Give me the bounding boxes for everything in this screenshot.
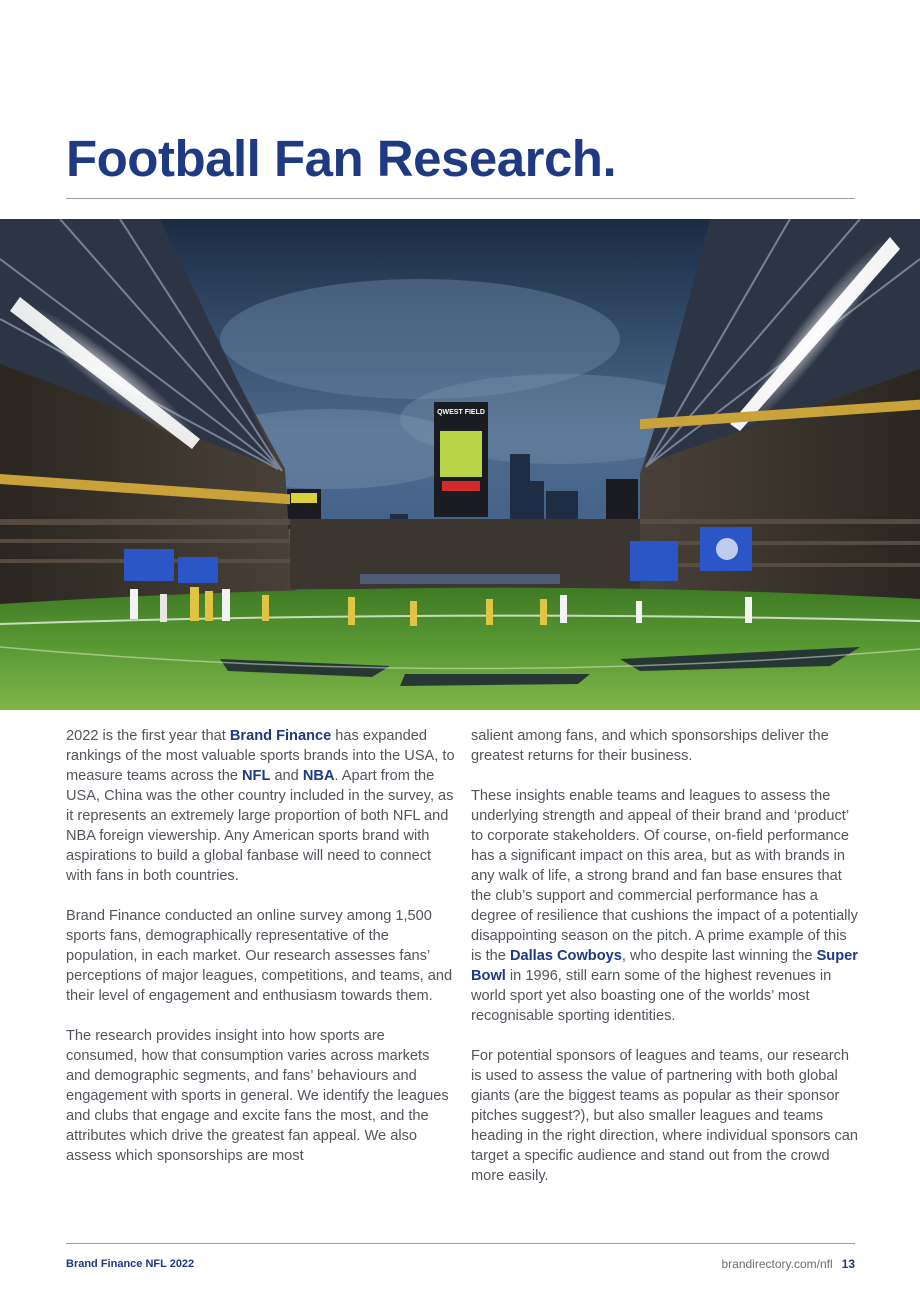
paragraph-insights: These insights enable teams and leagues to assess the underlying strength and appeal of their brand and ‘product’ to corporate stakeholders. Of course, on-field performance has a significant impact on this area, but as with brands in any walk of life, a strong brand and fan base ensures that the club’s support and commercial performance has a degree of resilience that cushions the impact of a potentially disappointing season on the pitch. A prime example of this is the Dallas Cowboys, who despite last winning the Super Bowl in 1996, still earn some of the highest revenues in world sport yet also boasting one of the worlds’ most recognisable sporting identities. [471,788,858,1024]
highlight-super-bowl: Super Bowl [471,948,858,984]
paragraph-survey: Brand Finance conducted an online survey among 1,500 sports fans, demographically representative of the population, in each market. Our research assesses fans’ perceptions of major leagues, competitions, and teams, and their level of engagement and enthusiasm towards them. [66,908,453,1004]
paragraph-research: The research provides insight into how sports are consumed, how that consumption varies across markets and demographic segments, and fans’ behaviours and engagement with sports in general. We identify the leagues and clubs that engage and excite fans the most, and the attributes which drive the greatest fan appeal. We also assess which sponsorships are most [66,1028,449,1164]
footer-divider [66,1243,855,1244]
title-divider [66,198,855,199]
right-column [471,726,861,1206]
paragraph-research-continued: salient among fans, and which sponsorships deliver the greatest returns for their business. [471,728,829,764]
highlight-brand-finance: Brand Finance [229,728,332,744]
left-column [66,726,456,1186]
highlight-nba: NBA [302,768,335,784]
stadium-illustration [0,219,920,710]
paragraph-sponsors: For potential sponsors of leagues and teams, our research is used to assess the value of partnering with both global giants (are the biggest teams as popular as their sponsor pitches suggest?), but also smaller leagues and teams heading in the right direction, where individual sponsors can target a specific audience and stand out from the crowd more easily. [471,1048,858,1184]
page-number: 13 [841,1257,855,1271]
highlight-nfl: NFL [242,768,271,784]
footer-right [721,1257,855,1271]
footer-publication: Brand Finance NFL 2022 [66,1258,195,1270]
scoreboard-text: QWEST FIELD [437,409,485,416]
footer-url-link[interactable]: brandirectory.com/nfl [721,1257,833,1271]
stadium-photo [0,219,920,710]
page-title: Football Fan Research. [66,130,617,187]
paragraph-intro: 2022 is the first year that Brand Finance has expanded rankings of the most valuable sports brands into the USA, to measure teams across the NFL and NBA. Apart from the USA, China was the other country included in the survey, as it represents an extremely large proportion of both NFL and NBA foreign viewership. Any American sports brand with aspirations to build a global fanbase will need to connect with fans in both countries. [66,728,455,884]
highlight-dallas-cowboys: Dallas Cowboys [509,948,622,964]
